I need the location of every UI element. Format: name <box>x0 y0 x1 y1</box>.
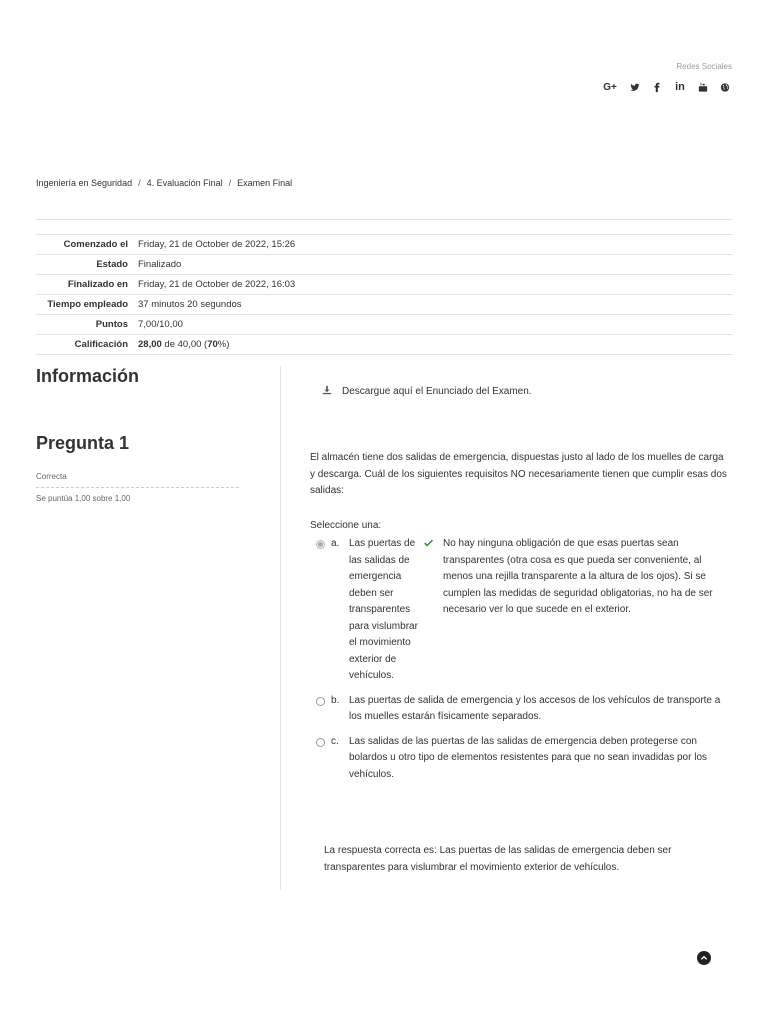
check-icon <box>421 536 443 553</box>
question-state: Correcta <box>36 472 239 488</box>
time-value: 37 minutos 20 segundos <box>134 295 733 315</box>
started-label: Comenzado el <box>36 235 134 255</box>
radio-c[interactable] <box>316 738 325 747</box>
back-to-top-button[interactable] <box>697 951 711 965</box>
option-letter: b. <box>331 694 340 706</box>
state-label: Estado <box>36 255 134 275</box>
question-grade: Se puntúa 1,00 sobre 1,00 <box>36 494 131 503</box>
question-title: Pregunta 1 <box>36 433 130 453</box>
globe-icon[interactable] <box>720 80 730 94</box>
table-row <box>36 335 733 355</box>
download-link[interactable] <box>322 385 532 398</box>
option-text: Las puertas de las salidas de emergencia deben ser transparentes para vislumbrar el movimiento exterior de vehículos. <box>349 538 418 681</box>
grade-score: 28,00 <box>138 339 162 350</box>
youtube-icon[interactable] <box>698 80 708 94</box>
state-value: Finalizado <box>134 255 733 275</box>
breadcrumb-item-exam[interactable]: Examen Final <box>237 178 293 188</box>
breadcrumb-separator: / <box>228 178 232 188</box>
summary-table <box>36 235 733 355</box>
time-label: Tiempo empleado <box>36 295 134 315</box>
answer-option-b[interactable] <box>310 693 730 726</box>
option-text: Las salidas de las puertas de las salidas de emergencia deben protegerse con bolardos u otro tipo de elementos resistentes para que no sean invadidas por los vehículos. <box>349 735 708 780</box>
points-value: 7,00/10,00 <box>134 315 733 335</box>
column-divider <box>280 366 281 890</box>
grade-value <box>134 335 733 355</box>
twitter-icon[interactable] <box>630 80 640 94</box>
table-row <box>36 235 733 255</box>
answer-option-c[interactable] <box>310 734 730 784</box>
started-value: Friday, 21 de October de 2022, 15:26 <box>134 235 733 255</box>
google-plus-icon[interactable]: G+ <box>603 81 617 93</box>
finished-label: Finalizado en <box>36 275 134 295</box>
social-icons <box>602 80 730 94</box>
finished-value: Friday, 21 de October de 2022, 16:03 <box>134 275 733 295</box>
radio-b[interactable] <box>316 697 325 706</box>
attempt-summary <box>36 219 733 355</box>
option-text: Las puertas de salida de emergencia y los accesos de los vehículos de transporte a los muelles estarán físicamente separados. <box>349 694 721 722</box>
right-answer: La respuesta correcta es: Las puertas de las salidas de emergencia deben ser transparentes para vislumbrar el movimiento exterior de vehículos. <box>324 845 672 873</box>
question-info-column <box>36 366 239 503</box>
table-row <box>36 255 733 275</box>
answer-option-a[interactable] <box>310 536 730 685</box>
question-body <box>310 450 730 791</box>
option-letter: c. <box>331 735 339 747</box>
grade-label: Calificación <box>36 335 134 355</box>
select-one-label: Seleccione una: <box>310 519 382 531</box>
breadcrumb <box>36 178 292 188</box>
table-row <box>36 295 733 315</box>
option-letter: a. <box>331 538 340 549</box>
table-row <box>36 275 733 295</box>
breadcrumb-item-section[interactable]: 4. Evaluación Final <box>146 178 223 188</box>
download-icon <box>322 385 332 398</box>
radio-a[interactable] <box>316 540 325 549</box>
linkedin-icon[interactable]: in <box>675 81 685 93</box>
option-feedback: No hay ninguna obligación de que esas puertas sean transparentes (otra cosa es que pueda ser conveniente, al menos una rejilla transparente a la altura de los ojos). Si se cumplen las medidas de seguridad obligatorias, no ha de ser necesario ver lo que sucede en el exterior. <box>443 538 713 615</box>
grade-mid: de 40,00 ( <box>161 339 208 350</box>
info-title: Información <box>36 366 140 386</box>
points-label: Puntos <box>36 315 134 335</box>
social-label: Redes Sociales <box>676 62 732 71</box>
grade-end: %) <box>217 339 230 350</box>
grade-percent: 70 <box>207 339 218 350</box>
download-text[interactable]: Descargue aquí el Enunciado del Examen. <box>342 386 532 397</box>
breadcrumb-separator: / <box>138 178 141 188</box>
facebook-icon[interactable] <box>652 80 662 94</box>
question-prompt: El almacén tiene dos salidas de emergencia, dispuestas justo al lado de los muelles de carga y descarga. Cuál de los siguientes requisitos NO necesariamente tienen que cumplir esas dos salidas: <box>310 452 727 496</box>
breadcrumb-item-course[interactable]: Ingeniería en Seguridad <box>36 178 133 188</box>
table-row <box>36 315 733 335</box>
chevron-up-icon <box>700 954 708 962</box>
